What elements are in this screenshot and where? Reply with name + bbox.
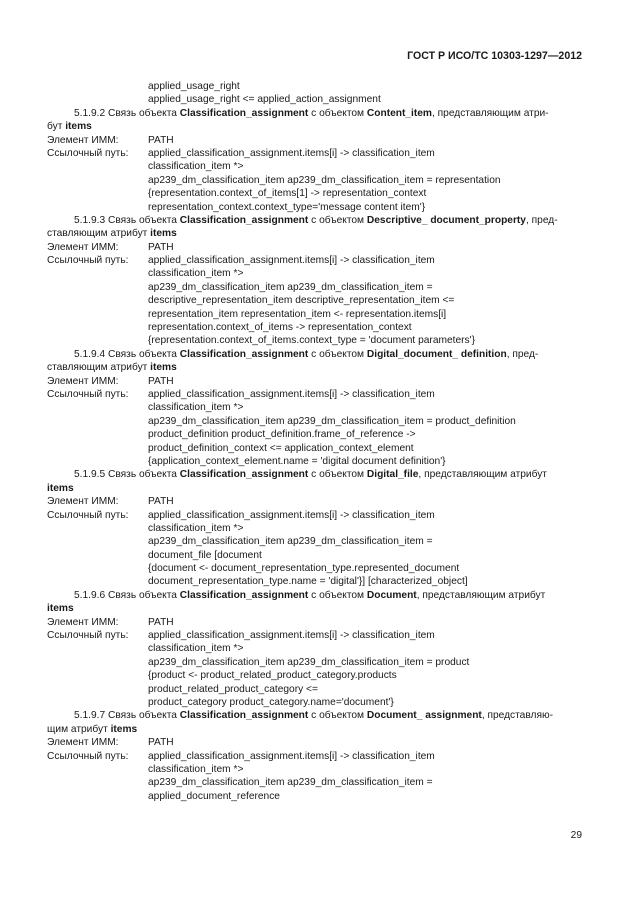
ref-path-text: descriptive_representation_item descriptive_representation_item <= (148, 295, 455, 307)
ref-path-line (47, 696, 584, 709)
element-row (47, 375, 584, 388)
element-value: PATH (148, 737, 174, 749)
heading-text: с объектом (308, 710, 367, 722)
ref-path-line (47, 201, 584, 214)
section (47, 468, 584, 589)
ref-path-line (47, 415, 584, 428)
ref-path-line (47, 321, 584, 334)
ref-path-text: ap239_dm_classification_item ap239_dm_classification_item = (148, 777, 433, 789)
ref-path-label: Ссылочный путь: (47, 147, 129, 159)
ref-path-line (47, 267, 584, 280)
ref-path-line (47, 455, 584, 468)
ref-path-line (47, 629, 584, 642)
heading-text: с объектом (308, 107, 367, 119)
ref-path-line (47, 575, 584, 588)
ref-path-label: Ссылочный путь: (47, 388, 129, 400)
ref-path-text: product_definition_context <= application_context_element (148, 442, 414, 454)
element-value: PATH (148, 616, 174, 628)
element-label: Элемент ИММ: (47, 496, 119, 508)
ref-path-line (47, 522, 584, 535)
heading-text: ставляющим атрибут (47, 228, 151, 240)
section-heading-line (47, 709, 584, 722)
ref-path-line (47, 535, 584, 548)
ref-path-text: applied_classification_assignment.items[i] -> classification_item (148, 147, 435, 159)
ref-path-line (47, 442, 584, 455)
heading-text: , пред- (525, 214, 558, 226)
ref-path-line (47, 790, 584, 803)
element-row (47, 736, 584, 749)
ref-path-line (47, 308, 584, 321)
ref-path-text: product_definition product_definition.frame_of_reference -> (148, 429, 416, 441)
ref-path-line (47, 174, 584, 187)
bold-term: items (47, 603, 74, 615)
ref-path-text: applied_document_reference (148, 790, 280, 802)
heading-text: с объектом (308, 589, 367, 601)
section (47, 348, 584, 469)
ref-path-line (47, 428, 584, 441)
text-line: applied_usage_right (148, 81, 240, 92)
heading-text: 5.1.9.4 Связь объекта (74, 348, 180, 360)
heading-text: , представляющим атри- (431, 107, 549, 119)
section (47, 214, 584, 348)
ref-path-text: product_category product_category.name='document'} (148, 696, 394, 708)
heading-text: 5.1.9.2 Связь объекта (74, 107, 180, 119)
bold-term: items (110, 723, 138, 735)
bold-term: Document_ assignment (366, 710, 482, 722)
section-heading-line (47, 482, 584, 495)
heading-text: , пред- (506, 348, 539, 360)
section (47, 709, 584, 803)
element-label: Элемент ИММ: (47, 616, 119, 628)
ref-path-text: document_representation_type.name = 'digital'}] [characterized_object] (148, 576, 468, 588)
element-label: Элемент ИММ: (47, 375, 119, 387)
ref-path-text: {application_context_element.name = 'digital document definition'} (148, 455, 446, 467)
element-row (47, 134, 584, 147)
text-line: applied_usage_right <= applied_action_assignment (148, 94, 381, 106)
section-heading-line (47, 602, 584, 615)
bold-term: Classification_assignment (179, 107, 309, 119)
ref-path-line (47, 642, 584, 655)
ref-path-line (47, 294, 584, 307)
ref-path-text: ap239_dm_classification_item ap239_dm_classification_item = product_definition (148, 415, 516, 427)
section-heading-line (47, 120, 584, 133)
ref-path-line (47, 562, 584, 575)
heading-text: бут (47, 121, 66, 133)
ref-path-line (47, 147, 584, 160)
ref-path-text: document_file [document (148, 549, 262, 561)
ref-path-line (47, 187, 584, 200)
section-heading-line (47, 723, 584, 736)
ref-path-line (47, 763, 584, 776)
heading-text: с объектом (308, 469, 367, 481)
sections-container (47, 107, 584, 803)
ref-path-line (47, 656, 584, 669)
ref-path-line (47, 388, 584, 401)
ref-path-text: classification_item *> (148, 643, 244, 655)
ref-path-text: product_related_product_category <= (148, 683, 318, 695)
ref-path-text: applied_classification_assignment.items[i] -> classification_item (148, 509, 435, 521)
ref-path-line (47, 401, 584, 414)
page-header: ГОСТ Р ИСО/ТС 10303-1297—2012 (407, 50, 582, 62)
ref-path-text: ap239_dm_classification_item ap239_dm_classification_item = (148, 281, 433, 293)
bold-term: Document (366, 589, 417, 601)
ref-path-line (47, 281, 584, 294)
ref-path-text: {representation.context_of_items.context_type = 'document parameters'} (148, 335, 475, 347)
element-row (47, 241, 584, 254)
ref-path-line (47, 509, 584, 522)
ref-path-text: classification_item *> (148, 522, 244, 534)
bold-term: Classification_assignment (179, 214, 309, 226)
bold-term: Descriptive_ document_property (366, 214, 526, 226)
element-value: PATH (148, 496, 174, 508)
section-heading-line (47, 348, 584, 361)
bold-term: Classification_assignment (179, 348, 309, 360)
section-heading-line (47, 227, 584, 240)
bold-term: Classification_assignment (179, 589, 309, 601)
section-heading-line (47, 589, 584, 602)
ref-path-line (47, 776, 584, 789)
heading-text: , представляю- (481, 710, 554, 722)
section-heading-line (47, 107, 584, 120)
heading-text: щим атрибут (47, 723, 111, 735)
ref-path-text: representation_context.context_type='message content item'} (148, 201, 426, 213)
section-heading-line (47, 468, 584, 481)
element-value: PATH (148, 241, 174, 253)
ref-path-text: classification_item *> (148, 763, 244, 775)
ref-path-line (47, 683, 584, 696)
ref-path-text: {representation.context_of_items[1] -> representation_context (148, 188, 427, 200)
section (47, 589, 584, 710)
ref-path-line (47, 549, 584, 562)
ref-path-text: applied_classification_assignment.items[i] -> classification_item (148, 750, 435, 762)
ref-path-label: Ссылочный путь: (47, 630, 129, 642)
element-label: Элемент ИММ: (47, 737, 119, 749)
ref-path-text: classification_item *> (148, 161, 244, 173)
ref-path-text: classification_item *> (148, 268, 244, 280)
heading-text: 5.1.9.5 Связь объекта (74, 469, 180, 481)
heading-text: , представляющим атрибут (418, 469, 547, 481)
heading-text: ставляющим атрибут (47, 362, 151, 374)
ref-path-text: applied_classification_assignment.items[i] -> classification_item (148, 388, 435, 400)
ref-path-text: classification_item *> (148, 402, 244, 414)
bold-term: Content_item (366, 107, 432, 119)
ref-path-text: applied_classification_assignment.items[i] -> classification_item (148, 255, 435, 267)
ref-path-line (47, 669, 584, 682)
ref-path-label: Ссылочный путь: (47, 750, 129, 762)
ref-path-text: {document <- document_representation_type.represented_document (148, 563, 460, 575)
element-value: PATH (148, 375, 174, 387)
element-row (47, 495, 584, 508)
ref-path-label: Ссылочный путь: (47, 255, 129, 267)
bold-term: items (150, 228, 177, 240)
element-label: Элемент ИММ: (47, 134, 119, 146)
element-value: PATH (148, 134, 174, 146)
bold-term: Digital_document_ definition (366, 348, 507, 360)
bold-term: Digital_file (366, 469, 419, 481)
page-content (47, 80, 584, 803)
section-heading-line (47, 361, 584, 374)
heading-text: с объектом (308, 214, 367, 226)
ref-path-text: representation_item representation_item <- representation.items[i] (148, 308, 447, 320)
bold-term: Classification_assignment (179, 710, 309, 722)
ref-path-text: representation.context_of_items -> representation_context (148, 322, 412, 334)
ref-path-line (47, 160, 584, 173)
bold-term: items (47, 482, 74, 494)
ref-path-text: ap239_dm_classification_item ap239_dm_classification_item = representation (148, 174, 501, 186)
ref-path-text: ap239_dm_classification_item ap239_dm_classification_item = (148, 536, 433, 548)
section-heading-line (47, 214, 584, 227)
ref-path-text: applied_classification_assignment.items[i] -> classification_item (148, 630, 435, 642)
heading-text: 5.1.9.3 Связь объекта (74, 214, 180, 226)
ref-path-line (47, 254, 584, 267)
bold-term: items (65, 121, 92, 133)
ref-path-line (47, 750, 584, 763)
heading-text: 5.1.9.7 Связь объекта (74, 710, 180, 722)
element-label: Элемент ИММ: (47, 241, 119, 253)
ref-path-label: Ссылочный путь: (47, 509, 129, 521)
bold-term: Classification_assignment (179, 469, 309, 481)
ref-path-line (47, 334, 584, 347)
heading-text: 5.1.9.6 Связь объекта (74, 589, 180, 601)
bold-term: items (150, 362, 177, 374)
ref-path-text: {product <- product_related_product_category.products (148, 670, 397, 682)
heading-text: с объектом (308, 348, 367, 360)
element-row (47, 616, 584, 629)
section (47, 107, 584, 214)
page-number: 29 (570, 830, 582, 841)
heading-text: , представляющим атрибут (416, 589, 546, 601)
ref-path-text: ap239_dm_classification_item ap239_dm_classification_item = product (148, 656, 470, 668)
